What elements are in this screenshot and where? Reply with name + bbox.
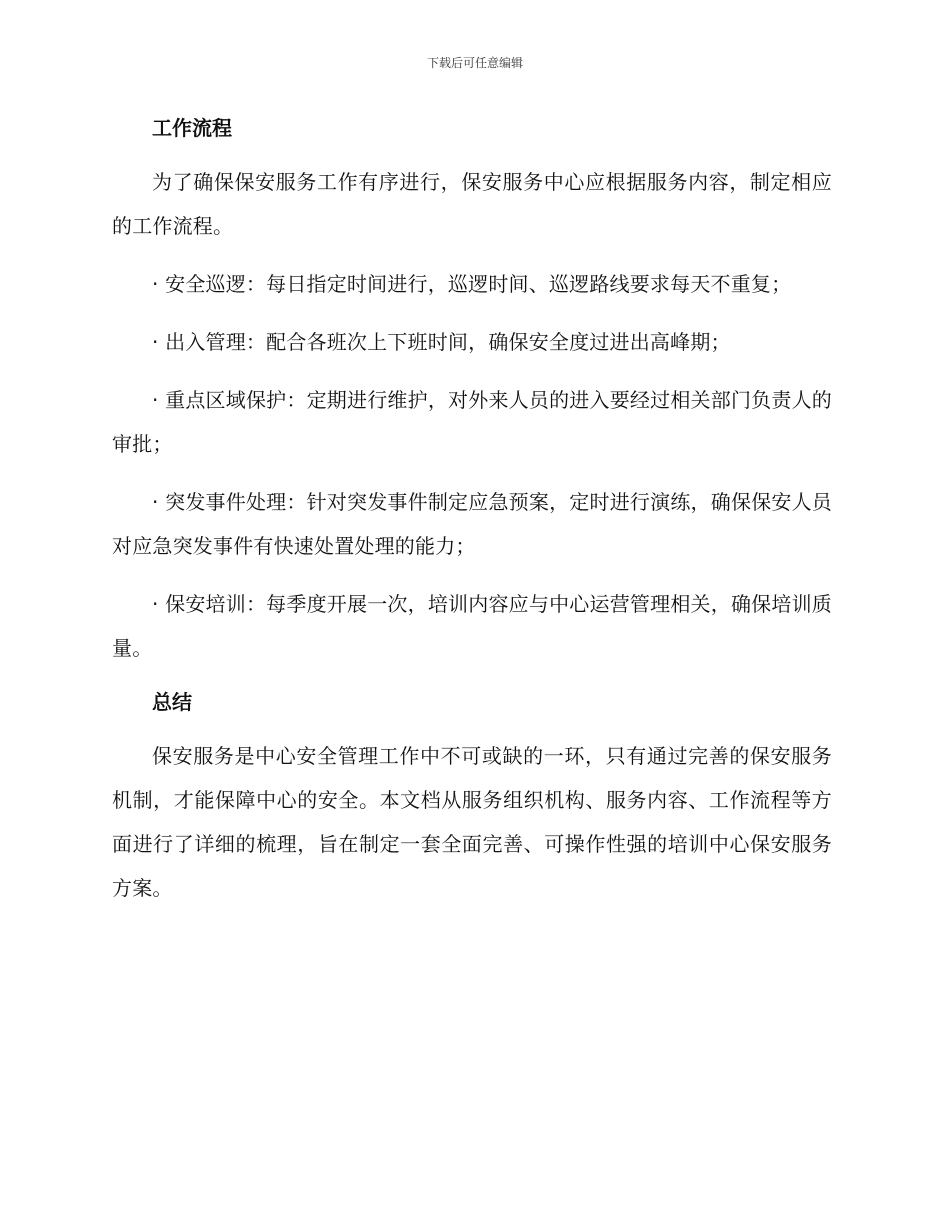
summary-body: 保安服务是中心安全管理工作中不可或缺的一环，只有通过完善的保安服务机制，才能保障中心的安全。本文档从服务组织机构、服务内容、工作流程等方面进行了详细的梳理，旨在制定一套全面完善、可操作性强的培训中心保安服务方案。 bbox=[112, 744, 832, 900]
section-title-workflow: 工作流程 bbox=[152, 116, 232, 140]
workflow-item-access: · 出入管理：配合各班次上下班时间，确保安全度过进出高峰期； bbox=[152, 330, 731, 354]
document-content bbox=[112, 110, 832, 924]
section-title-summary: 总结 bbox=[152, 690, 192, 714]
workflow-item-key-area: · 重点区域保护：定期进行维护，对外来人员的进入要经过相关部门负责人的审批； bbox=[112, 388, 832, 456]
workflow-item-emergency: · 突发事件处理：针对突发事件制定应急预案，定时进行演练，确保保安人员对应急突发事件有快速处置处理的能力； bbox=[112, 490, 832, 558]
workflow-intro: 为了确保保安服务工作有序进行，保安服务中心应根据服务内容，制定相应的工作流程。 bbox=[112, 170, 832, 238]
workflow-item-training: · 保安培训：每季度开展一次，培训内容应与中心运营管理相关，确保培训质量。 bbox=[112, 592, 832, 660]
workflow-item-patrol: · 安全巡逻：每日指定时间进行，巡逻时间、巡逻路线要求每天不重复； bbox=[152, 272, 792, 296]
header-note: 下载后可任意编辑 bbox=[426, 56, 523, 70]
